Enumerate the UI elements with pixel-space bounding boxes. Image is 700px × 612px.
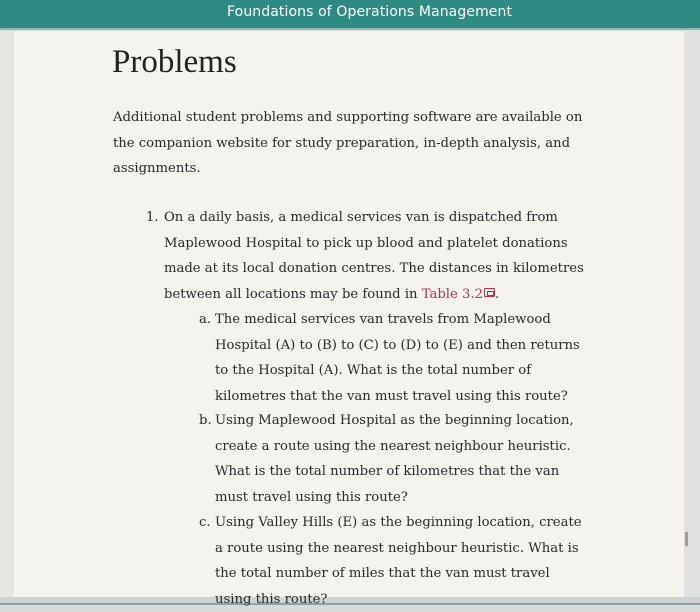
part-text: Using Maplewood Hospital as the beginning location, create a route using the nearest neighbour heuristic. What is the total number of kilometres that the van must travel using this route? [215, 413, 574, 505]
table-link[interactable]: Table 3.2 [421, 286, 483, 302]
part-text: Using Valley Hills (E) as the beginning location, create a route using the nearest neighbour heuristic. What is the total number of miles that the van must travel using this route? [215, 515, 582, 607]
problem-text-body: On a daily basis, a medical services van is dispatched from Maplewood Hospital to pick up blood and platelet donations made at its local donation centres. The distances in kilometres between all locations may be found in [164, 210, 584, 302]
problem-number: 1. [146, 210, 159, 225]
part-letter: c. [199, 515, 211, 530]
section-heading: Problems [112, 44, 237, 80]
problem-1-part-b [199, 408, 589, 510]
scroll-track[interactable] [684, 30, 700, 605]
problem-1-part-a [199, 307, 589, 409]
problem-1-part-c [199, 510, 589, 612]
part-letter: a. [199, 312, 212, 327]
problem-1 [146, 205, 586, 307]
book-title: Foundations of Operations Management [227, 4, 513, 20]
header-divider [0, 28, 700, 30]
header-bar [0, 0, 700, 28]
problem-text-period: . [495, 286, 500, 302]
scrollbar-thumb[interactable] [685, 532, 688, 546]
part-letter: b. [199, 413, 212, 428]
intro-paragraph: Additional student problems and supporting software are available on the companion website for study preparation, in-depth analysis, and assignments. [113, 110, 583, 176]
reference-icon[interactable] [484, 288, 495, 297]
part-text: The medical services van travels from Maplewood Hospital (A) to (B) to (C) to (D) to (E) and then returns to the Hospital (A). What is the total number of kilometres that the van must travel using this route? [215, 312, 580, 404]
page-left-edge [0, 31, 14, 597]
problem-text [164, 205, 586, 307]
